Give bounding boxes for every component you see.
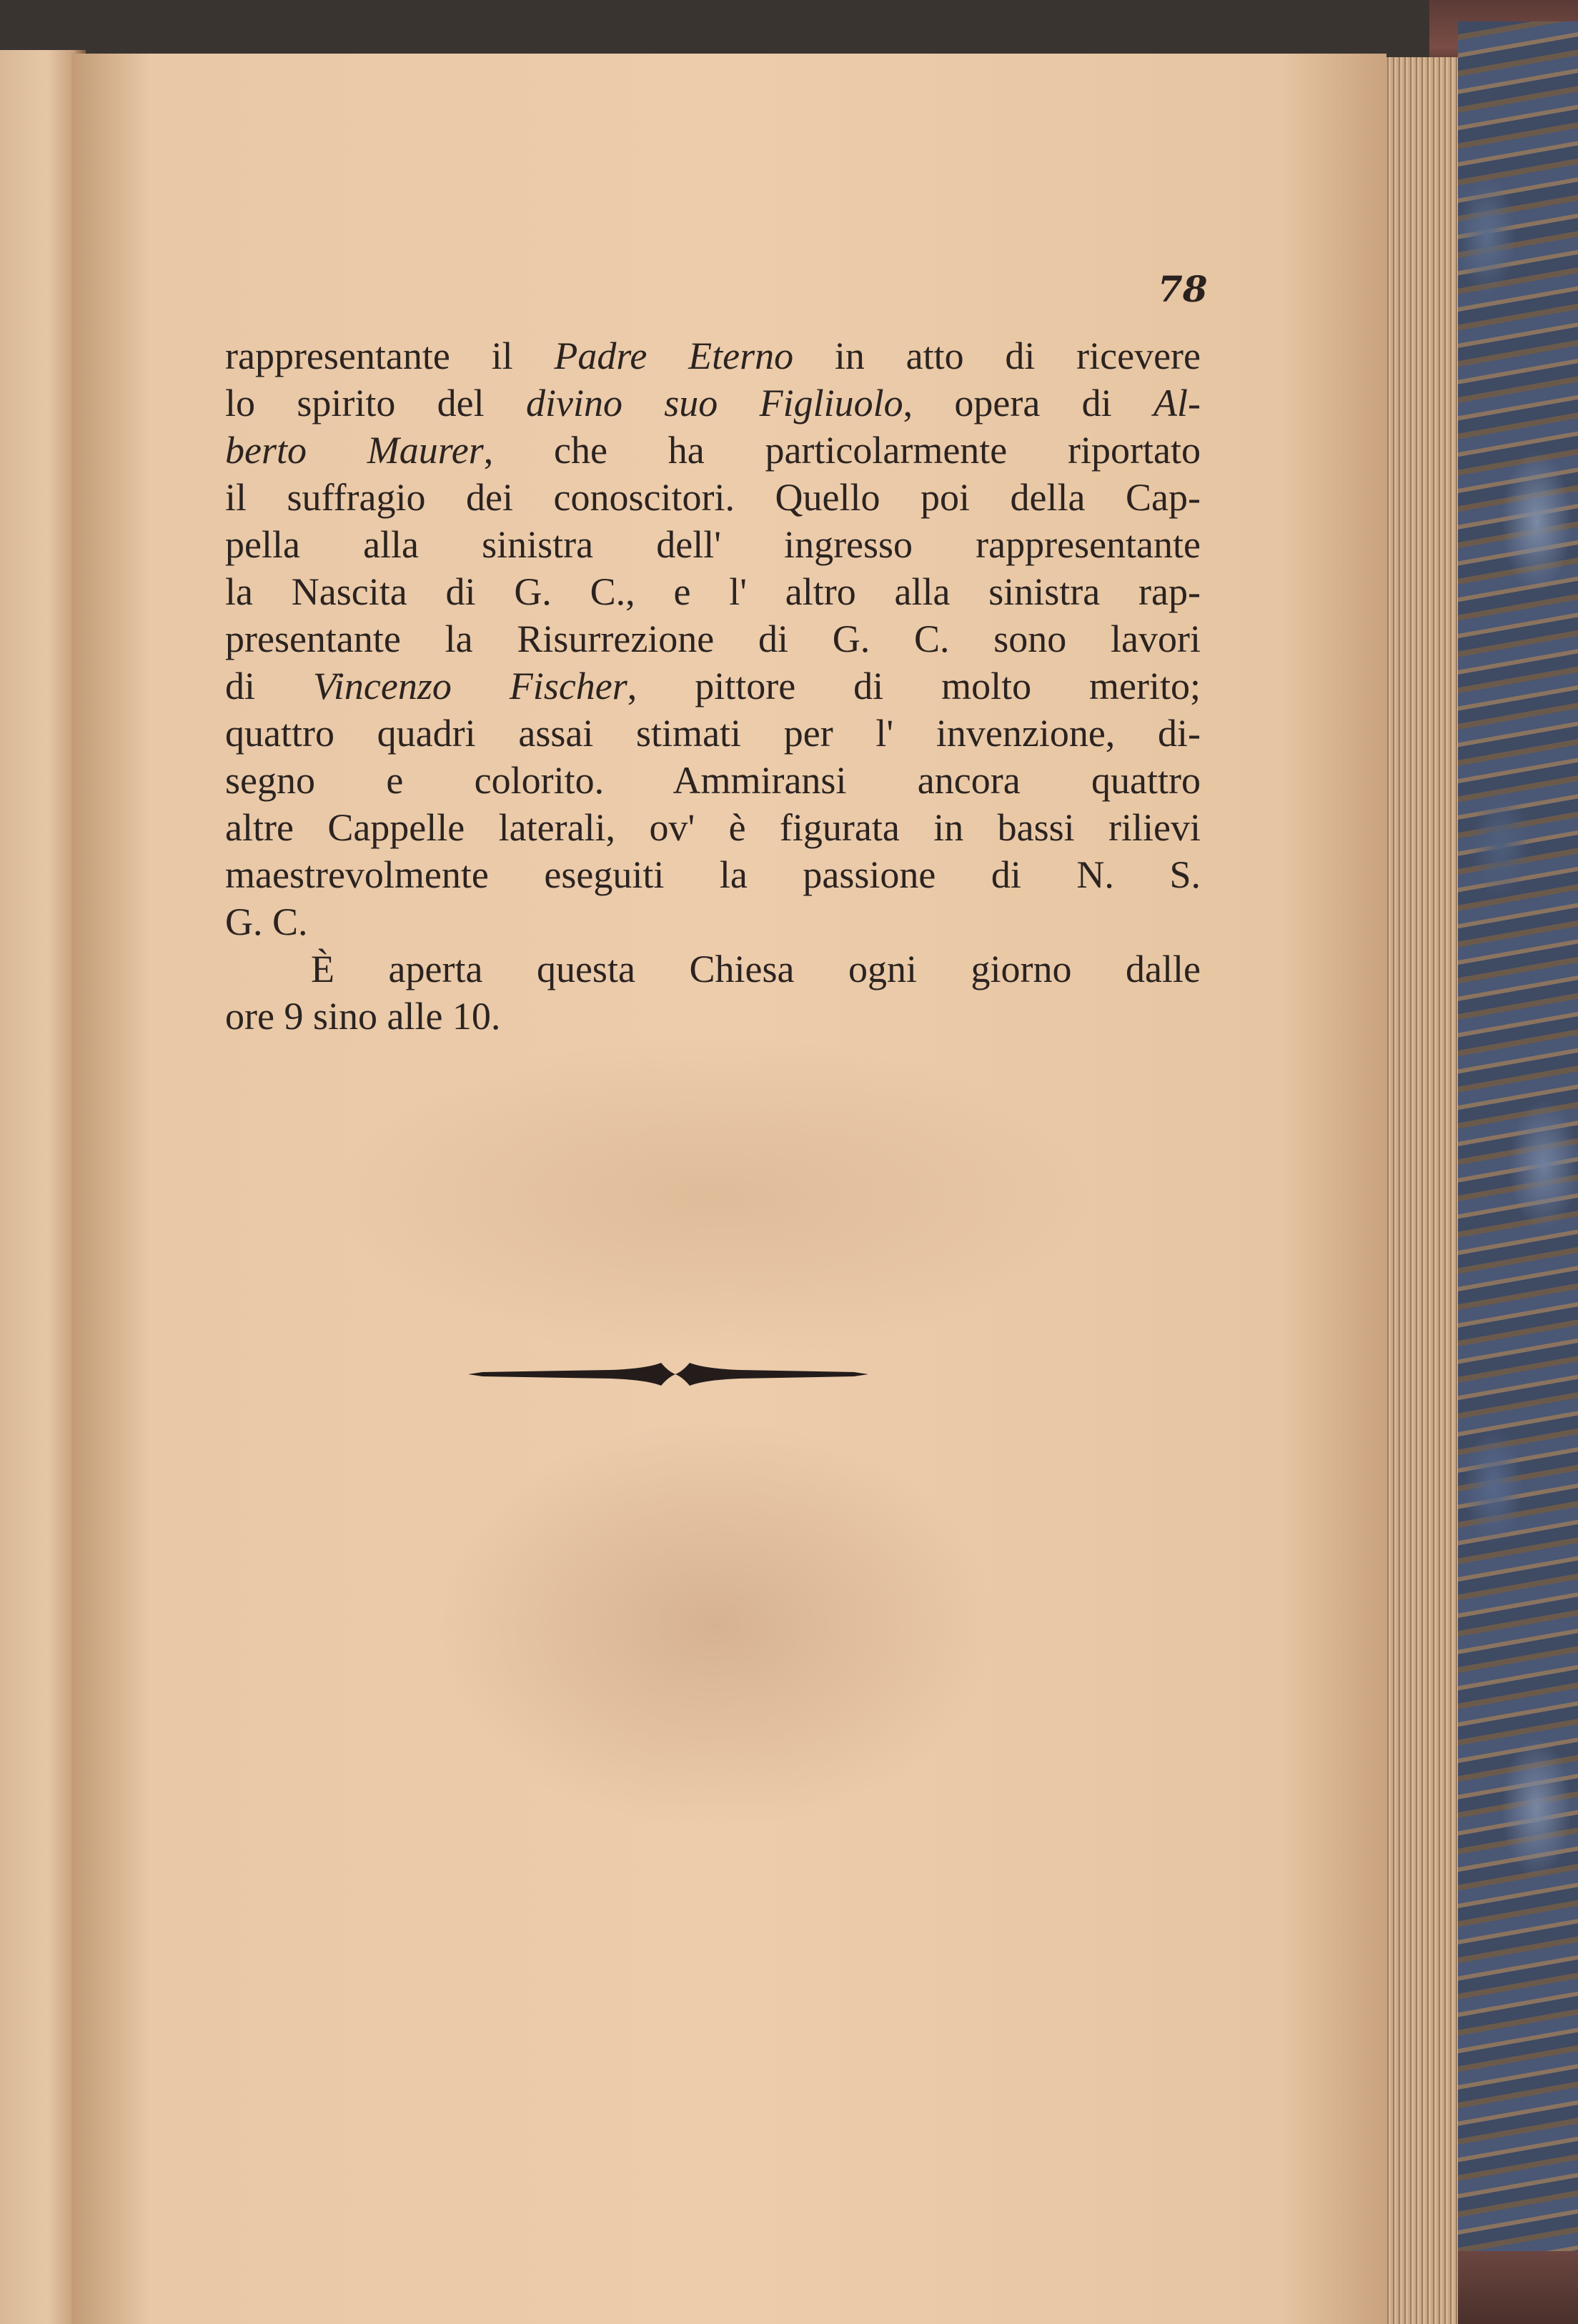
text-line: lo spirito del divino suo Figliuolo, opera di Al-: [225, 382, 1201, 424]
text-line: presentante la Risurrezione di G. C. sono lavori: [225, 617, 1201, 660]
text-line: pella alla sinistra dell' ingresso rappresentante: [225, 523, 1201, 566]
text-line: rappresentante il Padre Eterno in atto di ricevere: [225, 334, 1201, 377]
text-line: segno e colorito. Ammiransi ancora quattro: [225, 759, 1201, 802]
text-line: la Nascita di G. C., e l' altro alla sinistra rap-: [225, 570, 1201, 613]
text-line: di Vincenzo Fischer, pittore di molto merito;: [225, 665, 1201, 707]
marbled-cover-board: [1458, 21, 1578, 2324]
italic-name: Padre Eterno: [554, 334, 794, 377]
text-line: quattro quadri assai stimati per l' invenzione, di-: [225, 712, 1201, 755]
page-number: 78: [1158, 268, 1208, 310]
italic-name: Vincenzo Fischer: [312, 665, 627, 707]
text-line: G. C.: [225, 900, 308, 943]
italic-name: berto Maurer: [225, 429, 484, 472]
text-line: berto Maurer, che ha particolarmente riportato: [225, 429, 1201, 472]
text-line: ore 9 sino alle 10.: [225, 995, 501, 1038]
text-line: È aperta questa Chiesa ogni giorno dalle: [311, 948, 1201, 990]
text-line: maestrevolmente eseguiti la passione di N. S.: [225, 853, 1201, 896]
text-line: altre Cappelle laterali, ov' è figurata in bassi rilievi: [225, 806, 1201, 849]
page-edges: [1379, 57, 1458, 2324]
ornament-divider: [468, 1361, 868, 1387]
text-line: il suffragio dei conoscitori. Quello poi della Cap-: [225, 476, 1201, 519]
book-page: [71, 54, 1386, 2324]
body-text: [225, 332, 1201, 1040]
italic-name: divino suo Figliuolo: [525, 382, 903, 424]
